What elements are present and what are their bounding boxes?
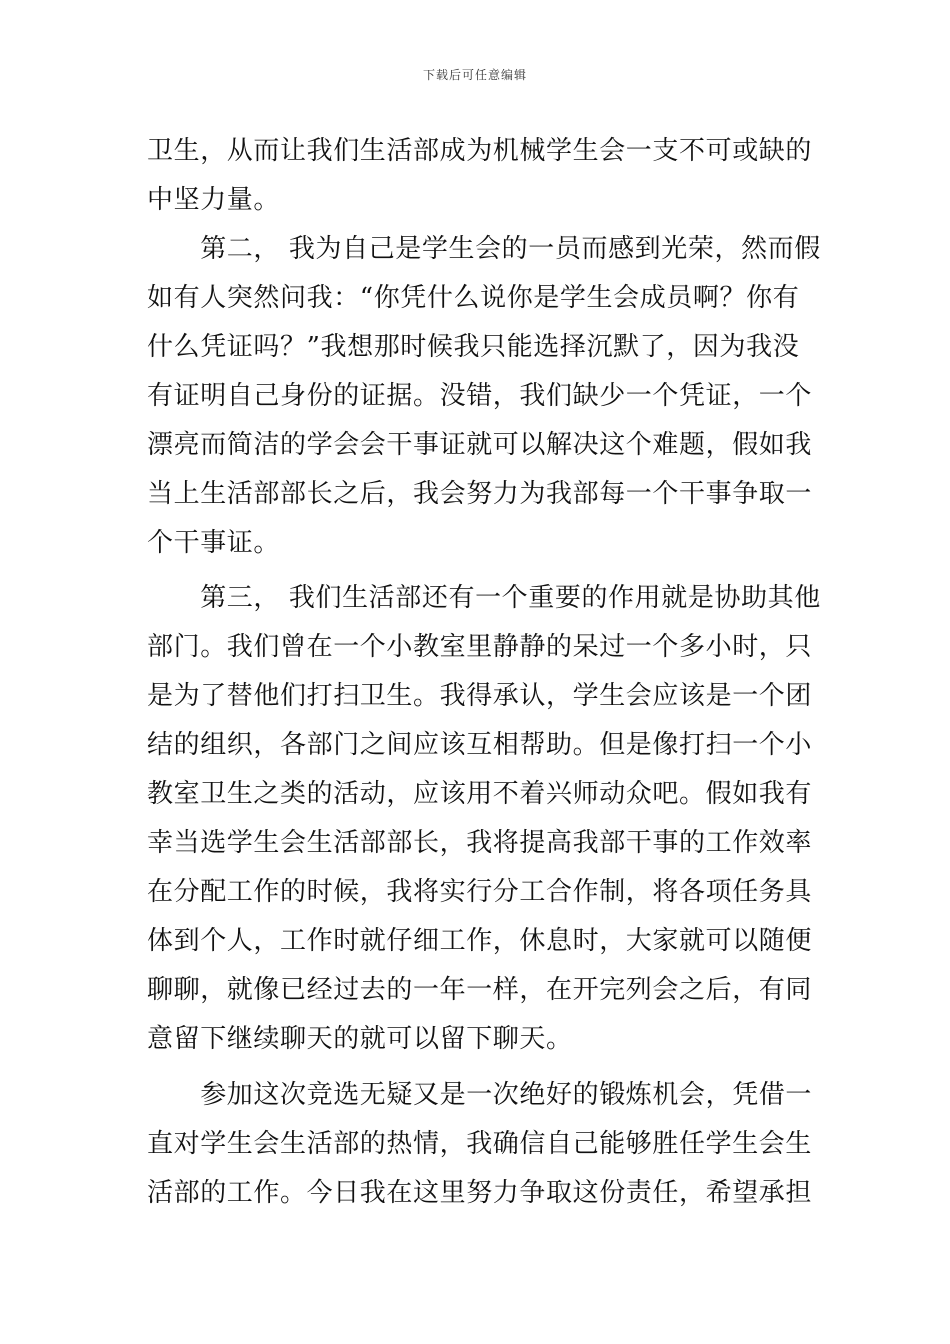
text-line: 第三， 我们生活部还有一个重要的作用就是协助其他: [147, 583, 821, 613]
text-line: 参加这次竞选无疑又是一次绝好的锻炼机会，凭借一: [147, 1080, 813, 1110]
text-line: 中坚力量。: [147, 185, 281, 215]
text-line: 聊聊，就像已经过去的一年一样，在开完列会之后，有同: [147, 975, 813, 1005]
text-line: 结的组织，各部门之间应该互相帮助。但是像打扫一个小: [147, 730, 813, 760]
text-line: 意留下继续聊天的就可以留下聊天。: [147, 1024, 573, 1054]
text-line: 卫生，从而让我们生活部成为机械学生会一支不可或缺的: [147, 136, 813, 166]
text-line: 个干事证。: [147, 528, 281, 558]
text-line: 幸当选学生会生活部部长，我将提高我部干事的工作效率: [147, 828, 813, 858]
text-line: 当上生活部部长之后，我会努力为我部每一个干事争取一: [147, 479, 813, 509]
text-line: 什么凭证吗？”我想那时候我只能选择沉默了，因为我没: [147, 332, 800, 362]
text-line: 教室卫生之类的活动，应该用不着兴师动众吧。假如我有: [147, 779, 813, 809]
text-line: 有证明自己身份的证据。没错，我们缺少一个凭证，一个: [147, 381, 813, 411]
text-line: 如有人突然问我：“你凭什么说你是学生会成员啊？你有: [147, 283, 800, 313]
text-line: 在分配工作的时候，我将实行分工合作制，将各项任务具: [147, 877, 813, 907]
text-line: 体到个人，工作时就仔细工作，休息时，大家就可以随便: [147, 926, 813, 956]
text-line: 漂亮而简洁的学会会干事证就可以解决这个难题，假如我: [147, 430, 813, 460]
text-line: 第二， 我为自己是学生会的一员而感到光荣，然而假: [147, 234, 821, 264]
text-line: 是为了替他们打扫卫生。我得承认，学生会应该是一个团: [147, 681, 813, 711]
text-line: 部门。我们曾在一个小教室里静静的呆过一个多小时，只: [147, 632, 813, 662]
text-line: 活部的工作。今日我在这里努力争取这份责任，希望承担: [147, 1178, 813, 1208]
page-header: 下载后可任意编辑: [422, 68, 527, 82]
text-line: 直对学生会生活部的热情，我确信自己能够胜任学生会生: [147, 1129, 813, 1159]
